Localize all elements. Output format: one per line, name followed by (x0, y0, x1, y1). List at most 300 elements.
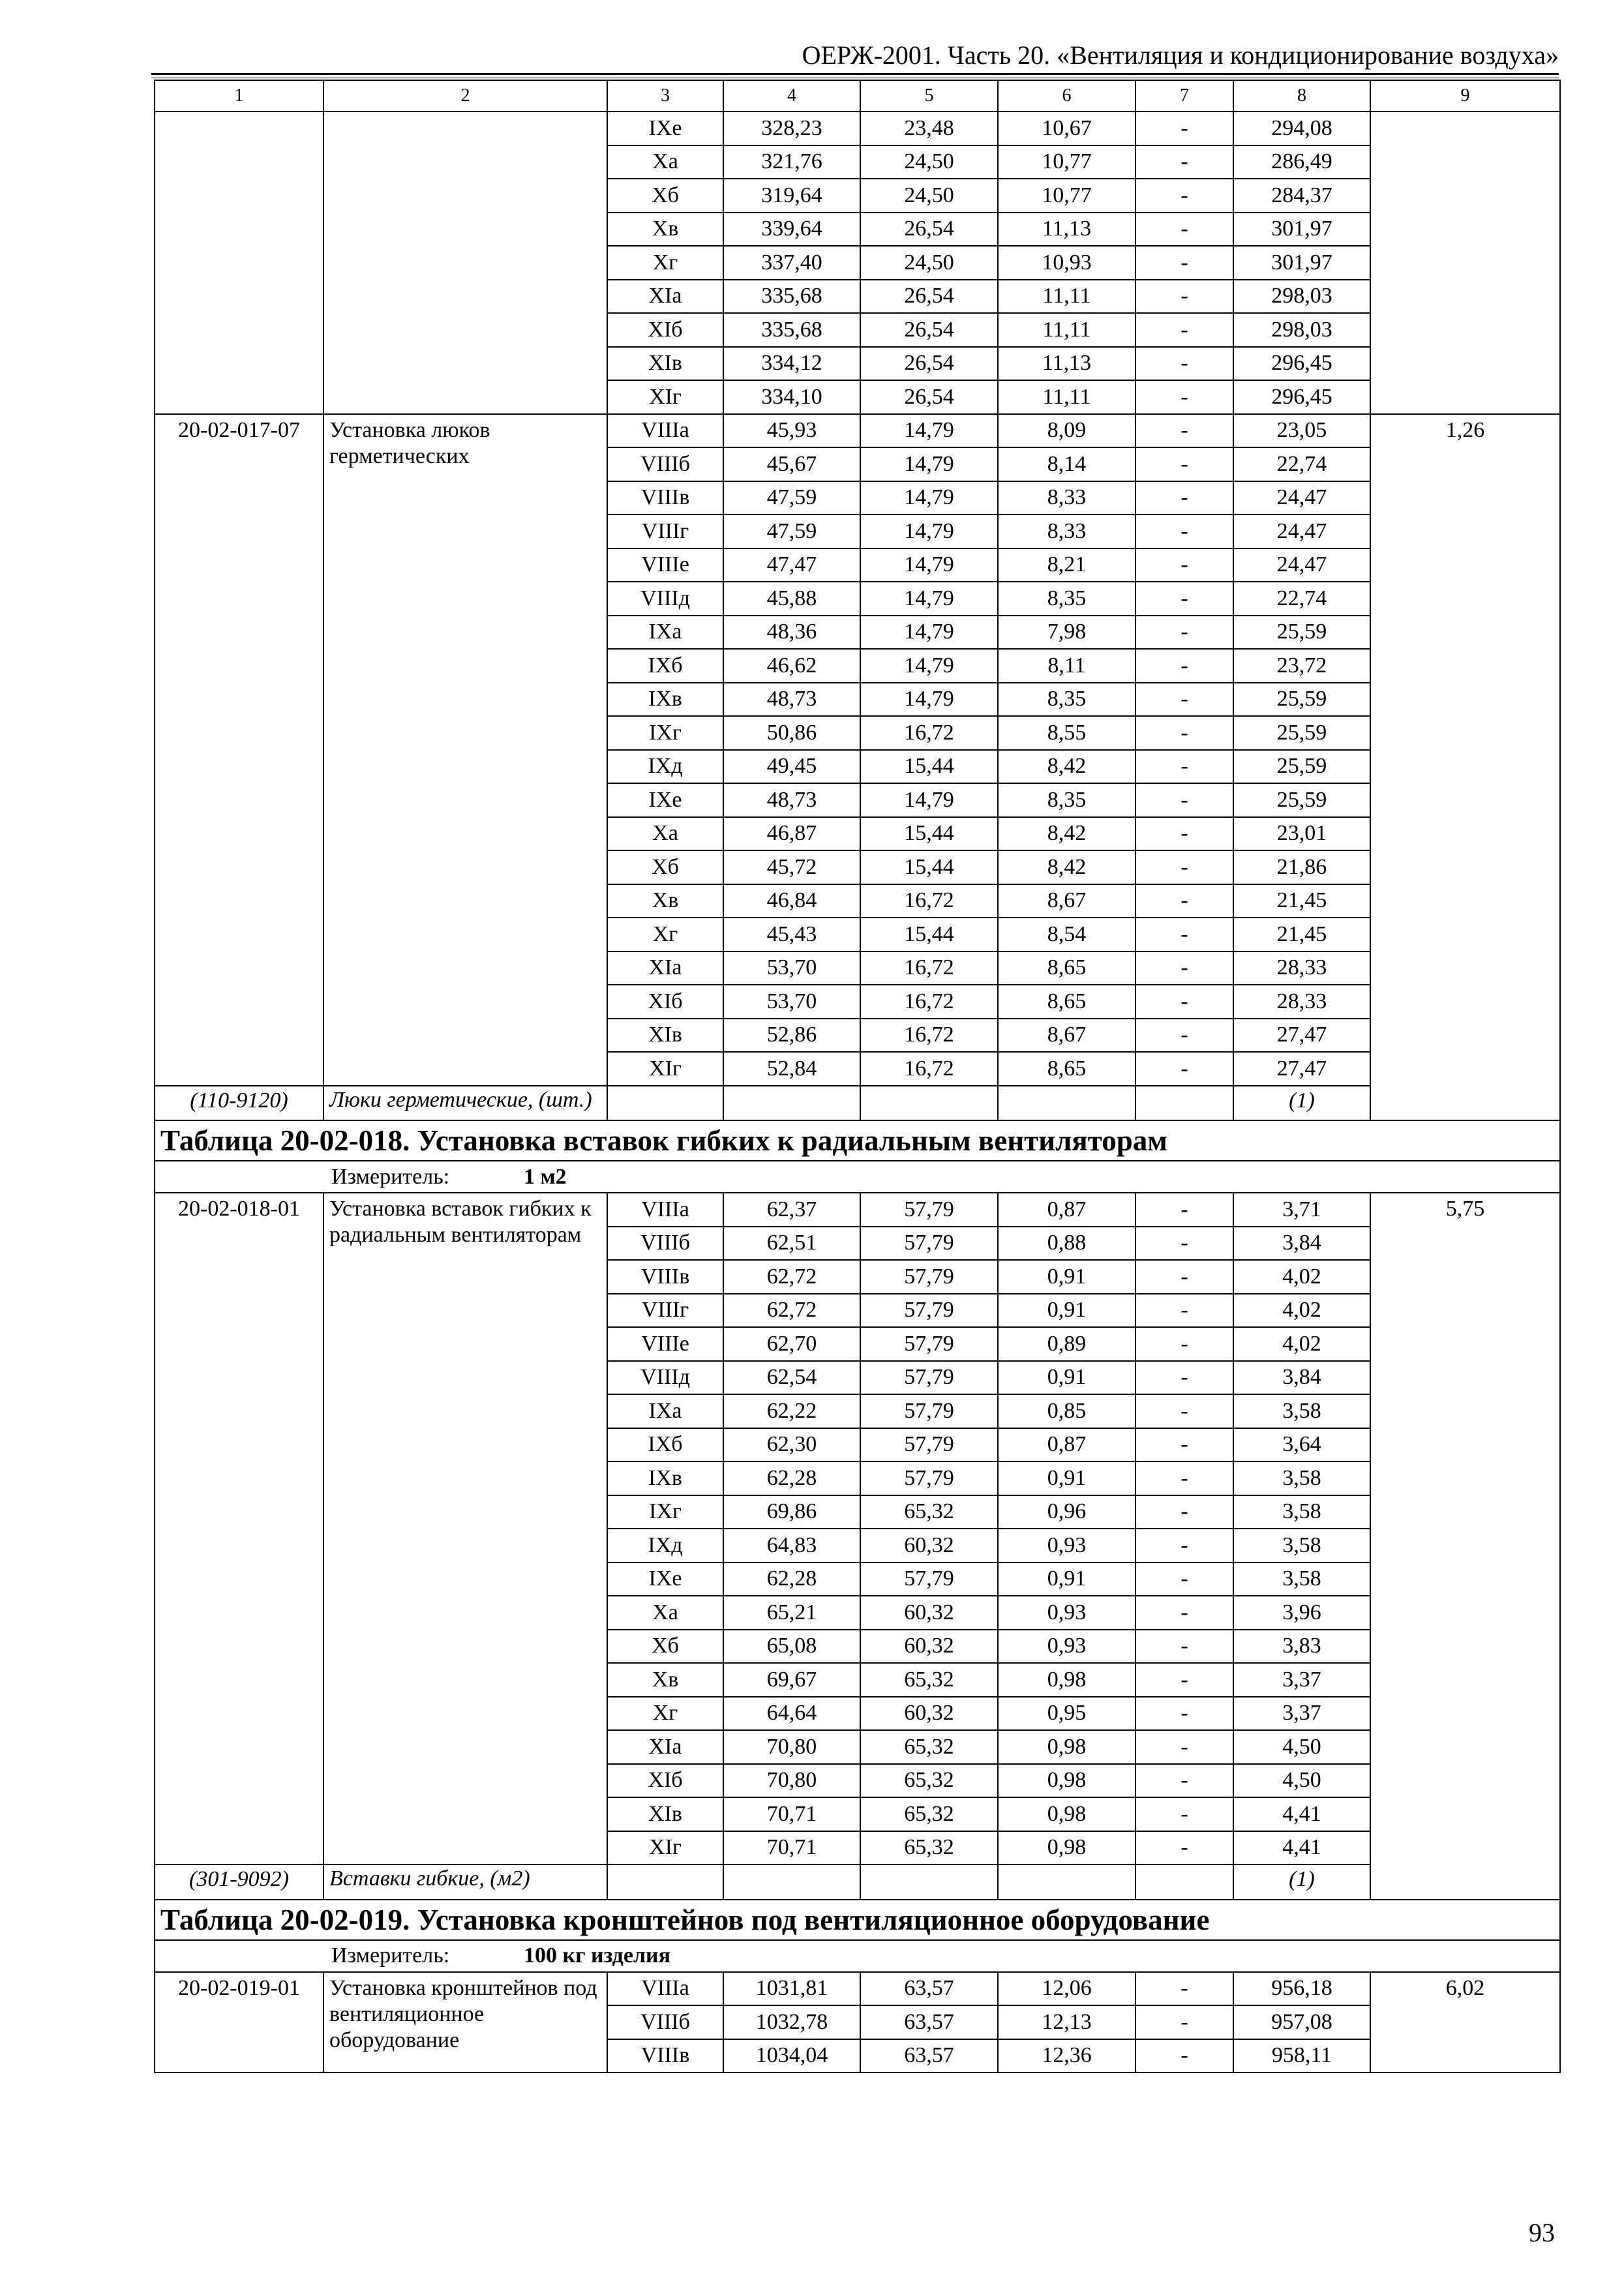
table-row (155, 112, 1560, 145)
direct-cost-cell: 321,76 (723, 145, 860, 179)
machine-cell: 0,98 (998, 1663, 1135, 1697)
direct-cost-cell: 45,88 (723, 582, 860, 616)
direct-cost-cell: 46,62 (723, 649, 860, 683)
direct-cost-cell: 334,10 (723, 380, 860, 414)
wage-cell: 24,50 (860, 145, 998, 179)
material-cell: 3,83 (1233, 1630, 1370, 1664)
material-cell: 21,86 (1233, 850, 1370, 884)
resource-row (155, 1086, 1560, 1121)
machine-cell: 8,33 (998, 515, 1135, 548)
wage-cell: 57,79 (860, 1361, 998, 1395)
driver-wage-cell: - (1135, 1529, 1233, 1563)
column-number-row (155, 80, 1560, 112)
wage-cell: 26,54 (860, 213, 998, 247)
column-number: 9 (1370, 80, 1560, 112)
driver-wage-cell: - (1135, 1260, 1233, 1294)
zone-cell: VIIIб (607, 1227, 723, 1261)
zone-cell: Xв (607, 1663, 723, 1697)
driver-wage-cell: - (1135, 1193, 1233, 1227)
machine-cell: 10,93 (998, 246, 1135, 280)
wage-cell: 15,44 (860, 817, 998, 851)
zone-cell: Xб (607, 1630, 723, 1664)
driver-wage-cell: - (1135, 280, 1233, 314)
direct-cost-cell: 69,67 (723, 1663, 860, 1697)
driver-wage-cell: - (1135, 1764, 1233, 1798)
machine-cell: 8,11 (998, 649, 1135, 683)
machine-cell: 11,11 (998, 313, 1135, 347)
wage-cell: 26,54 (860, 280, 998, 314)
resource-empty-cell (860, 1086, 998, 1121)
column-number: 3 (607, 80, 723, 112)
material-cell: 24,47 (1233, 481, 1370, 515)
direct-cost-cell: 46,87 (723, 817, 860, 851)
material-cell: 3,64 (1233, 1428, 1370, 1462)
machine-cell: 8,35 (998, 582, 1135, 616)
zone-cell: VIIIe (607, 548, 723, 582)
direct-cost-cell: 335,68 (723, 280, 860, 314)
zone-cell: Xa (607, 1596, 723, 1630)
direct-cost-cell: 47,47 (723, 548, 860, 582)
direct-cost-cell: 1032,78 (723, 2005, 860, 2039)
zone-cell: IXa (607, 616, 723, 650)
machine-cell: 8,09 (998, 414, 1135, 448)
material-cell: 3,58 (1233, 1394, 1370, 1428)
machine-cell: 8,54 (998, 918, 1135, 951)
material-cell: 4,02 (1233, 1327, 1370, 1361)
zone-cell: VIIIв (607, 481, 723, 515)
zone-cell: XIa (607, 280, 723, 314)
direct-cost-cell: 62,28 (723, 1461, 860, 1495)
zone-cell: Xг (607, 246, 723, 280)
material-cell: 28,33 (1233, 985, 1370, 1019)
direct-cost-cell: 62,30 (723, 1428, 860, 1462)
zone-cell: VIIIв (607, 1260, 723, 1294)
direct-cost-cell: 53,70 (723, 985, 860, 1019)
zone-cell: VIIIг (607, 1294, 723, 1328)
driver-wage-cell: - (1135, 1797, 1233, 1831)
material-cell: 3,58 (1233, 1495, 1370, 1529)
machine-cell: 8,35 (998, 683, 1135, 717)
zone-cell: XIa (607, 1730, 723, 1764)
wage-cell: 65,32 (860, 1730, 998, 1764)
material-cell: 4,02 (1233, 1260, 1370, 1294)
item-factor (1370, 112, 1560, 414)
resource-empty-cell (1135, 1864, 1233, 1900)
zone-cell: VIIIб (607, 447, 723, 481)
machine-cell: 7,98 (998, 616, 1135, 650)
driver-wage-cell: - (1135, 783, 1233, 817)
zone-cell: Xг (607, 918, 723, 951)
machine-cell: 0,91 (998, 1294, 1135, 1328)
wage-cell: 65,32 (860, 1831, 998, 1865)
zone-cell: IXб (607, 1428, 723, 1462)
zone-cell: XIг (607, 380, 723, 414)
column-number: 7 (1135, 80, 1233, 112)
direct-cost-cell: 52,86 (723, 1019, 860, 1053)
wage-cell: 14,79 (860, 515, 998, 548)
material-cell: 25,59 (1233, 616, 1370, 650)
machine-cell: 11,11 (998, 380, 1135, 414)
resource-name: Вставки гибкие, (м2) (323, 1864, 607, 1900)
material-cell: 286,49 (1233, 145, 1370, 179)
wage-cell: 60,32 (860, 1630, 998, 1664)
driver-wage-cell: - (1135, 1361, 1233, 1395)
driver-wage-cell: - (1135, 716, 1233, 750)
direct-cost-cell: 1034,04 (723, 2039, 860, 2073)
table-row (155, 1193, 1560, 1227)
driver-wage-cell: - (1135, 918, 1233, 951)
wage-cell: 65,32 (860, 1495, 998, 1529)
item-description: Установка вставок гибких к радиальным вентиляторам (323, 1193, 607, 1864)
zone-cell: IXe (607, 1563, 723, 1596)
wage-cell: 63,57 (860, 2039, 998, 2073)
wage-cell: 57,79 (860, 1227, 998, 1261)
driver-wage-cell: - (1135, 179, 1233, 213)
wage-cell: 57,79 (860, 1327, 998, 1361)
resource-code: (110-9120) (155, 1086, 323, 1121)
wage-cell: 60,32 (860, 1529, 998, 1563)
direct-cost-cell: 69,86 (723, 1495, 860, 1529)
direct-cost-cell: 328,23 (723, 112, 860, 145)
direct-cost-cell: 62,70 (723, 1327, 860, 1361)
zone-cell: IXв (607, 683, 723, 717)
driver-wage-cell: - (1135, 1730, 1233, 1764)
wage-cell: 14,79 (860, 414, 998, 448)
wage-cell: 57,79 (860, 1193, 998, 1227)
machine-cell: 0,93 (998, 1596, 1135, 1630)
wage-cell: 26,54 (860, 347, 998, 381)
wage-cell: 60,32 (860, 1596, 998, 1630)
machine-cell: 8,35 (998, 783, 1135, 817)
wage-cell: 57,79 (860, 1394, 998, 1428)
table-row (155, 1972, 1560, 2006)
direct-cost-cell: 62,72 (723, 1294, 860, 1328)
driver-wage-cell: - (1135, 1428, 1233, 1462)
driver-wage-cell: - (1135, 112, 1233, 145)
zone-cell: VIIIд (607, 582, 723, 616)
direct-cost-cell: 65,08 (723, 1630, 860, 1664)
driver-wage-cell: - (1135, 649, 1233, 683)
material-cell: 23,05 (1233, 414, 1370, 448)
direct-cost-cell: 53,70 (723, 951, 860, 985)
table-title-row (155, 1900, 1560, 1940)
material-cell: 298,03 (1233, 313, 1370, 347)
driver-wage-cell: - (1135, 850, 1233, 884)
machine-cell: 12,36 (998, 2039, 1135, 2073)
wage-cell: 14,79 (860, 582, 998, 616)
item-code: 20-02-019-01 (155, 1972, 323, 2073)
machine-cell: 10,77 (998, 179, 1135, 213)
direct-cost-cell: 334,12 (723, 347, 860, 381)
column-number: 4 (723, 80, 860, 112)
meter-label: Измеритель: (331, 1164, 450, 1189)
driver-wage-cell: - (1135, 213, 1233, 247)
material-cell: 296,45 (1233, 380, 1370, 414)
direct-cost-cell: 62,51 (723, 1227, 860, 1261)
direct-cost-cell: 337,40 (723, 246, 860, 280)
direct-cost-cell: 48,73 (723, 683, 860, 717)
wage-cell: 14,79 (860, 783, 998, 817)
machine-cell: 0,93 (998, 1630, 1135, 1664)
material-cell: 25,59 (1233, 716, 1370, 750)
machine-cell: 8,67 (998, 1019, 1135, 1053)
resource-quantity: (1) (1233, 1086, 1370, 1121)
direct-cost-cell: 45,43 (723, 918, 860, 951)
wage-cell: 65,32 (860, 1797, 998, 1831)
material-cell: 298,03 (1233, 280, 1370, 314)
machine-cell: 8,42 (998, 750, 1135, 784)
zone-cell: Xв (607, 884, 723, 918)
direct-cost-cell: 47,59 (723, 481, 860, 515)
machine-cell: 11,11 (998, 280, 1135, 314)
machine-cell: 12,06 (998, 1972, 1135, 2006)
driver-wage-cell: - (1135, 1831, 1233, 1865)
driver-wage-cell: - (1135, 1563, 1233, 1596)
meter-row (155, 1161, 1560, 1193)
material-cell: 3,84 (1233, 1227, 1370, 1261)
zone-cell: XIв (607, 347, 723, 381)
direct-cost-cell: 70,71 (723, 1831, 860, 1865)
resource-row (155, 1864, 1560, 1900)
material-cell: 22,74 (1233, 582, 1370, 616)
driver-wage-cell: - (1135, 481, 1233, 515)
material-cell: 27,47 (1233, 1052, 1370, 1086)
zone-cell: XIб (607, 313, 723, 347)
driver-wage-cell: - (1135, 1227, 1233, 1261)
item-code: 20-02-018-01 (155, 1193, 323, 1864)
direct-cost-cell: 64,64 (723, 1697, 860, 1731)
item-code: 20-02-017-07 (155, 414, 323, 1086)
direct-cost-cell: 70,80 (723, 1730, 860, 1764)
driver-wage-cell: - (1135, 951, 1233, 985)
material-cell: 3,37 (1233, 1663, 1370, 1697)
machine-cell: 0,91 (998, 1361, 1135, 1395)
driver-wage-cell: - (1135, 145, 1233, 179)
direct-cost-cell: 70,71 (723, 1797, 860, 1831)
zone-cell: IXб (607, 649, 723, 683)
material-cell: 4,50 (1233, 1730, 1370, 1764)
material-cell: 4,50 (1233, 1764, 1370, 1798)
zone-cell: VIIIг (607, 515, 723, 548)
wage-cell: 26,54 (860, 313, 998, 347)
page-header: ОЕРЖ-2001. Часть 20. «Вентиляция и кондиционирование воздуха» (802, 40, 1559, 70)
machine-cell: 11,13 (998, 213, 1135, 247)
machine-cell: 0,91 (998, 1563, 1135, 1596)
zone-cell: Xa (607, 145, 723, 179)
material-cell: 4,02 (1233, 1294, 1370, 1328)
direct-cost-cell: 62,72 (723, 1260, 860, 1294)
direct-cost-cell: 47,59 (723, 515, 860, 548)
wage-cell: 14,79 (860, 548, 998, 582)
material-cell: 24,47 (1233, 515, 1370, 548)
zone-cell: XIг (607, 1831, 723, 1865)
wage-cell: 24,50 (860, 246, 998, 280)
direct-cost-cell: 70,80 (723, 1764, 860, 1798)
machine-cell: 8,55 (998, 716, 1135, 750)
machine-cell: 0,98 (998, 1764, 1135, 1798)
zone-cell: XIг (607, 1052, 723, 1086)
wage-cell: 14,79 (860, 683, 998, 717)
driver-wage-cell: - (1135, 1461, 1233, 1495)
material-cell: 25,59 (1233, 683, 1370, 717)
direct-cost-cell: 319,64 (723, 179, 860, 213)
direct-cost-cell: 50,86 (723, 716, 860, 750)
material-cell: 301,97 (1233, 213, 1370, 247)
direct-cost-cell: 62,22 (723, 1394, 860, 1428)
zone-cell: XIв (607, 1797, 723, 1831)
machine-cell: 0,89 (998, 1327, 1135, 1361)
material-cell: 4,41 (1233, 1797, 1370, 1831)
resource-empty-cell (723, 1086, 860, 1121)
meter-unit: 1 м2 (524, 1164, 567, 1189)
material-cell: 294,08 (1233, 112, 1370, 145)
material-cell: 22,74 (1233, 447, 1370, 481)
material-cell: 3,58 (1233, 1461, 1370, 1495)
zone-cell: Xб (607, 850, 723, 884)
column-number: 5 (860, 80, 998, 112)
direct-cost-cell: 48,36 (723, 616, 860, 650)
zone-cell: XIa (607, 951, 723, 985)
material-cell: 301,97 (1233, 246, 1370, 280)
resource-empty-cell (998, 1086, 1135, 1121)
direct-cost-cell: 335,68 (723, 313, 860, 347)
driver-wage-cell: - (1135, 313, 1233, 347)
resource-empty-cell (860, 1864, 998, 1900)
driver-wage-cell: - (1135, 884, 1233, 918)
page-number: 93 (1529, 2218, 1555, 2247)
direct-cost-cell: 46,84 (723, 884, 860, 918)
meter-cell (155, 1161, 1560, 1193)
direct-cost-cell: 65,21 (723, 1596, 860, 1630)
zone-cell: VIIIa (607, 414, 723, 448)
meter-cell (155, 1940, 1560, 1972)
wage-cell: 14,79 (860, 447, 998, 481)
wage-cell: 14,79 (860, 481, 998, 515)
machine-cell: 0,98 (998, 1797, 1135, 1831)
column-number: 2 (323, 80, 607, 112)
driver-wage-cell: - (1135, 616, 1233, 650)
zone-cell: VIIIб (607, 2005, 723, 2039)
column-number: 6 (998, 80, 1135, 112)
table-row (155, 414, 1560, 448)
resource-quantity: (1) (1233, 1864, 1370, 1900)
machine-cell: 8,65 (998, 951, 1135, 985)
resource-empty-cell (1135, 1086, 1233, 1121)
wage-cell: 60,32 (860, 1697, 998, 1731)
material-cell: 4,41 (1233, 1831, 1370, 1865)
machine-cell: 0,88 (998, 1227, 1135, 1261)
zone-cell: VIIIa (607, 1193, 723, 1227)
driver-wage-cell: - (1135, 1327, 1233, 1361)
zone-cell: VIIIa (607, 1972, 723, 2006)
material-cell: 21,45 (1233, 918, 1370, 951)
wage-cell: 65,32 (860, 1663, 998, 1697)
material-cell: 27,47 (1233, 1019, 1370, 1053)
material-cell: 284,37 (1233, 179, 1370, 213)
machine-cell: 0,95 (998, 1697, 1135, 1731)
material-cell: 25,59 (1233, 783, 1370, 817)
material-cell: 21,45 (1233, 884, 1370, 918)
zone-cell: IXe (607, 783, 723, 817)
machine-cell: 0,98 (998, 1730, 1135, 1764)
zone-cell: XIб (607, 985, 723, 1019)
machine-cell: 0,87 (998, 1193, 1135, 1227)
driver-wage-cell: - (1135, 1697, 1233, 1731)
zone-cell: VIIIв (607, 2039, 723, 2073)
machine-cell: 8,33 (998, 481, 1135, 515)
direct-cost-cell: 62,28 (723, 1563, 860, 1596)
driver-wage-cell: - (1135, 582, 1233, 616)
machine-cell: 11,13 (998, 347, 1135, 381)
wage-cell: 16,72 (860, 985, 998, 1019)
driver-wage-cell: - (1135, 1596, 1233, 1630)
material-cell: 958,11 (1233, 2039, 1370, 2073)
driver-wage-cell: - (1135, 1630, 1233, 1664)
direct-cost-cell: 45,72 (723, 850, 860, 884)
material-cell: 23,01 (1233, 817, 1370, 851)
item-factor: 5,75 (1370, 1193, 1560, 1900)
driver-wage-cell: - (1135, 985, 1233, 1019)
zone-cell: Xв (607, 213, 723, 247)
driver-wage-cell: - (1135, 1019, 1233, 1053)
table-body (155, 80, 1560, 2072)
material-cell: 3,96 (1233, 1596, 1370, 1630)
zone-cell: IXa (607, 1394, 723, 1428)
zone-cell: Xг (607, 1697, 723, 1731)
material-cell: 3,58 (1233, 1529, 1370, 1563)
wage-cell: 63,57 (860, 2005, 998, 2039)
resource-code: (301-9092) (155, 1864, 323, 1900)
meter-row (155, 1940, 1560, 1972)
wage-cell: 16,72 (860, 884, 998, 918)
machine-cell: 0,96 (998, 1495, 1135, 1529)
zone-cell: IXв (607, 1461, 723, 1495)
direct-cost-cell: 1031,81 (723, 1972, 860, 2006)
direct-cost-cell: 339,64 (723, 213, 860, 247)
zone-cell: XIб (607, 1764, 723, 1798)
resource-empty-cell (723, 1864, 860, 1900)
wage-cell: 16,72 (860, 1052, 998, 1086)
resource-empty-cell (607, 1864, 723, 1900)
zone-cell: VIIIe (607, 1327, 723, 1361)
continued-description-cell (323, 112, 607, 414)
machine-cell: 8,65 (998, 1052, 1135, 1086)
wage-cell: 57,79 (860, 1260, 998, 1294)
item-factor: 1,26 (1370, 414, 1560, 1121)
driver-wage-cell: - (1135, 1052, 1233, 1086)
direct-cost-cell: 45,67 (723, 447, 860, 481)
material-cell: 23,72 (1233, 649, 1370, 683)
material-cell: 3,58 (1233, 1563, 1370, 1596)
wage-cell: 23,48 (860, 112, 998, 145)
resource-empty-cell (998, 1864, 1135, 1900)
wage-cell: 16,72 (860, 716, 998, 750)
machine-cell: 0,85 (998, 1394, 1135, 1428)
machine-cell: 8,42 (998, 817, 1135, 851)
machine-cell: 0,91 (998, 1461, 1135, 1495)
driver-wage-cell: - (1135, 683, 1233, 717)
machine-cell: 8,14 (998, 447, 1135, 481)
direct-cost-cell: 49,45 (723, 750, 860, 784)
zone-cell: IXг (607, 716, 723, 750)
column-number: 8 (1233, 80, 1370, 112)
machine-cell: 10,77 (998, 145, 1135, 179)
zone-cell: IXд (607, 750, 723, 784)
driver-wage-cell: - (1135, 447, 1233, 481)
material-cell: 957,08 (1233, 2005, 1370, 2039)
table-title: Таблица 20-02-018. Установка вставок гибких к радиальным вентиляторам (155, 1120, 1560, 1161)
zone-cell: XIв (607, 1019, 723, 1053)
